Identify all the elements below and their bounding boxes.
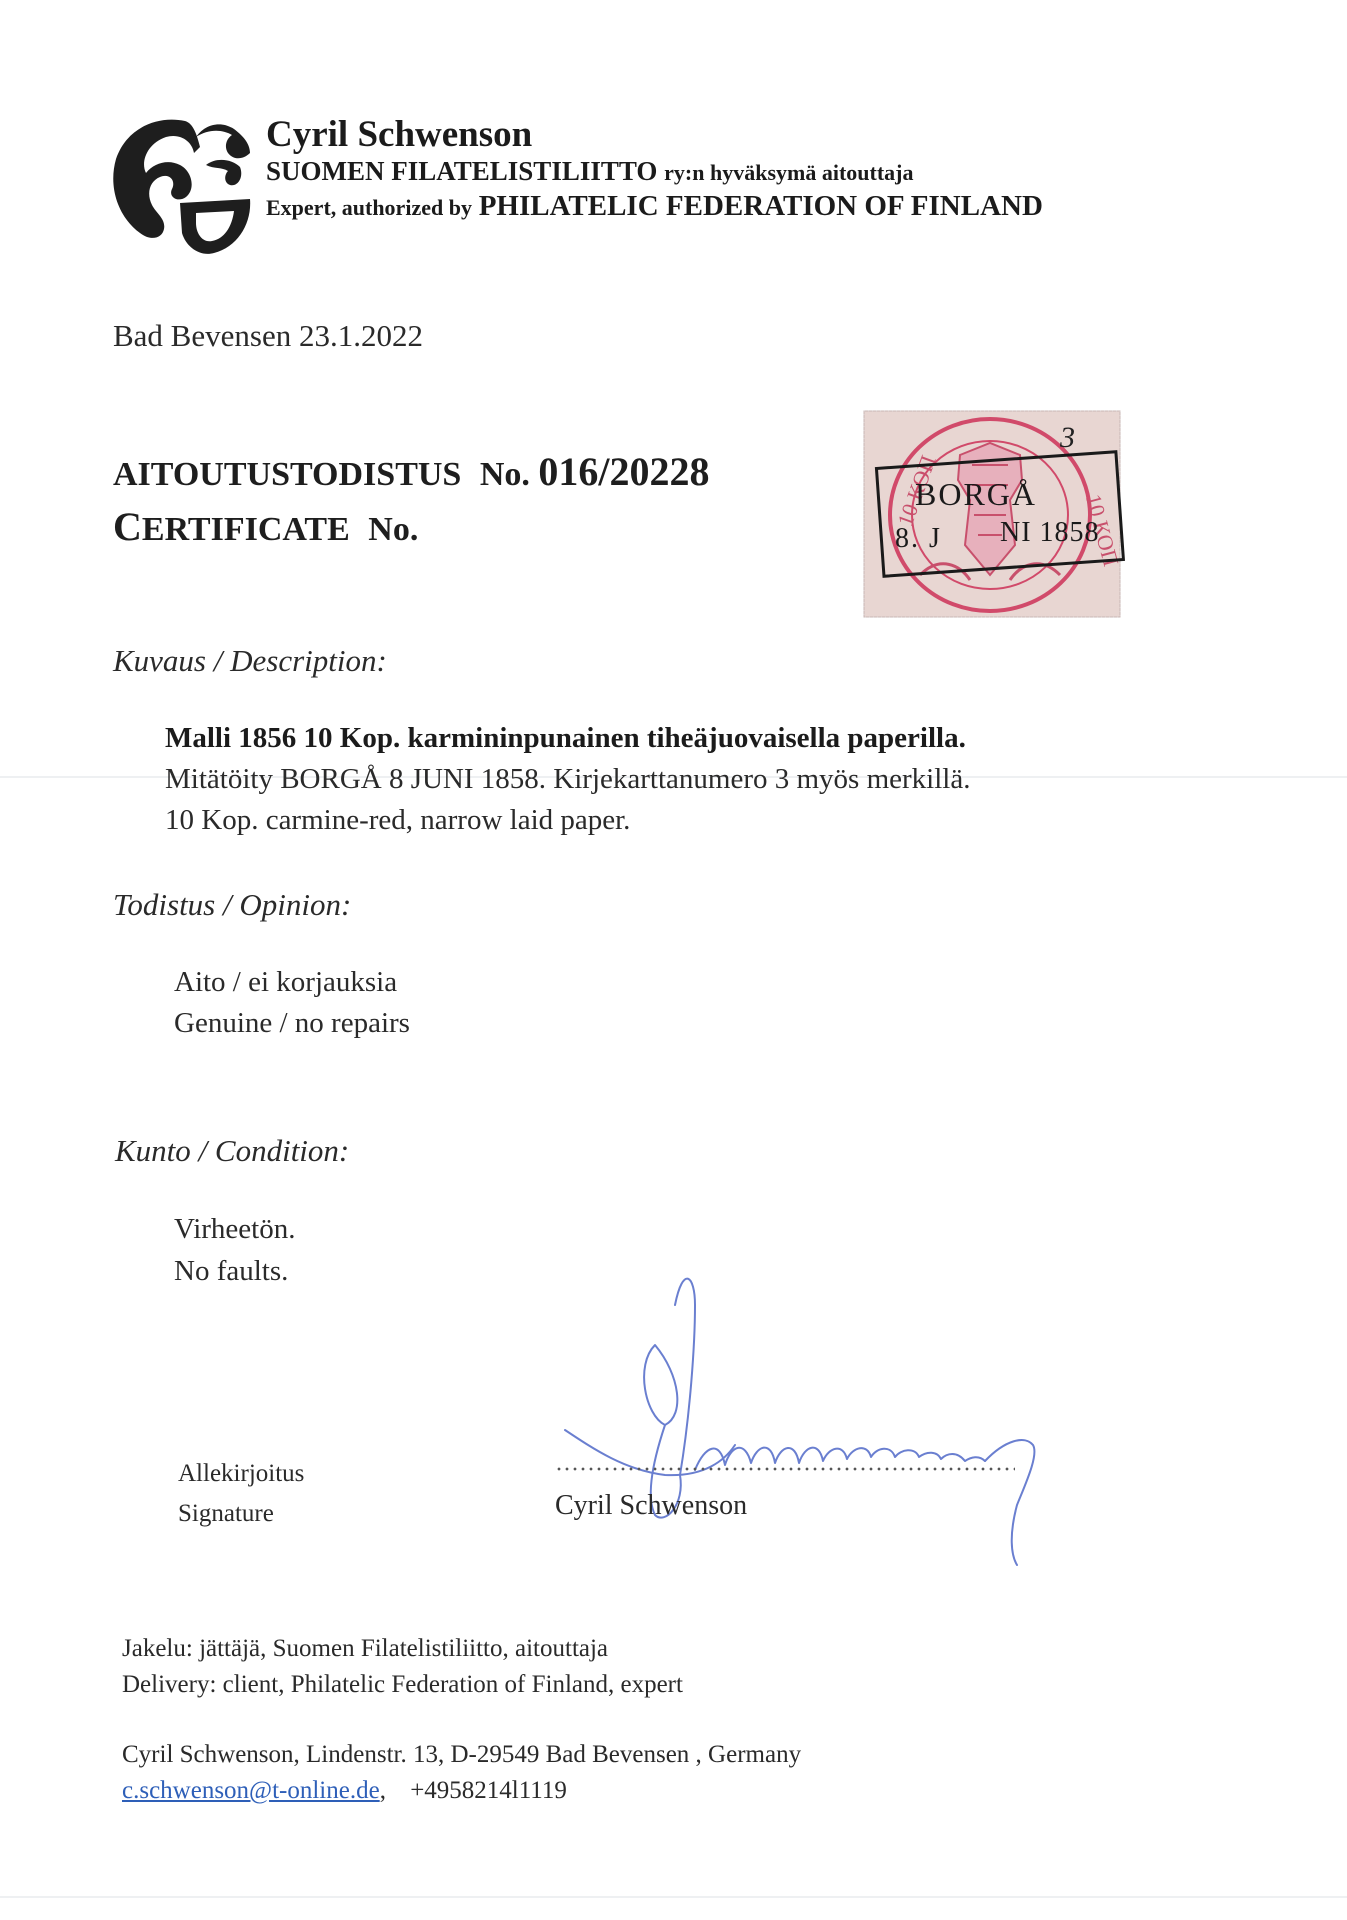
opinion-label: Todistus / Opinion: (113, 887, 352, 922)
federation-name-fi: SUOMEN FILATELISTILIITTO (266, 156, 658, 186)
condition-label: Kunto / Condition: (115, 1133, 350, 1168)
header-authorization-line (266, 190, 1043, 223)
description-line-3: 10 Kop. carmine-red, narrow laid paper. (165, 804, 631, 836)
pen-number: 3 (1060, 421, 1075, 454)
certificate-title-en (113, 503, 418, 550)
number-label-en: No. (368, 511, 419, 548)
description-label: Kuvaus / Description: (113, 643, 387, 678)
distribution-fi: Jakelu: jättäjä, Suomen Filatelistiliitto, aitouttaja (122, 1635, 609, 1662)
postmark-day: 8. J (895, 523, 942, 554)
handwritten-signature (555, 1245, 1175, 1575)
phone-number: +4958214l1119 (410, 1777, 567, 1804)
header-federation-line (266, 156, 913, 187)
condition-line-2: No faults. (174, 1255, 289, 1287)
distribution-en: Delivery: client, Philatelic Federation of Finland, expert (122, 1671, 683, 1698)
certificate-initial: C (113, 504, 142, 549)
paper-fold-line (0, 1896, 1347, 1898)
stamp-image (860, 405, 1125, 625)
signature-label-fi: Allekirjoitus (178, 1460, 305, 1487)
signature-name: Cyril Schwenson (555, 1490, 748, 1521)
signature-line (555, 1466, 1015, 1472)
federation-name-en: PHILATELIC FEDERATION OF FINLAND (478, 190, 1043, 222)
expert-name: Cyril Schwenson (266, 114, 533, 155)
contact-separator: , (379, 1777, 386, 1804)
stamp-left-text: 10 КОП (892, 451, 941, 530)
condition-line-1: Virheetön. (174, 1213, 296, 1245)
email-link[interactable]: c.schwenson@t-online.de (122, 1777, 380, 1804)
opinion-line-1: Aito / ei korjauksia (174, 966, 398, 998)
expert-logo-icon (110, 107, 260, 257)
authorization-fi: ry:n hyväksymä aitouttaja (664, 160, 914, 185)
description-line-2: Mitätöity BORGÅ 8 JUNI 1858. Kirjekarttanumero 3 myös merkillä. (165, 763, 971, 795)
certificate-title-fi (113, 448, 710, 495)
postmark-town: BORGÅ (915, 476, 1038, 512)
stamp-right-text: 10 КОП (1080, 491, 1124, 569)
contact-line (122, 1777, 567, 1805)
number-label: No. (479, 456, 530, 493)
contact-address: Cyril Schwenson, Lindenstr. 13, D-29549 Bad Bevensen , Germany (122, 1741, 802, 1768)
signature-label-en: Signature (178, 1500, 274, 1527)
postmark-month-year: NI 1858 (1000, 517, 1100, 548)
place-date: Bad Bevensen 23.1.2022 (113, 318, 423, 353)
certificate-label-en: ERTIFICATE (141, 511, 350, 548)
certificate-number: 016/20228 (538, 449, 710, 494)
opinion-line-2: Genuine / no repairs (174, 1007, 410, 1039)
certificate-label-fi: AITOUTUSTODISTUS (113, 456, 462, 493)
authorization-en: Expert, authorized by (266, 195, 472, 220)
description-line-1: Malli 1856 10 Kop. karmininpunainen tiheäjuovaisella paperilla. (165, 722, 966, 754)
